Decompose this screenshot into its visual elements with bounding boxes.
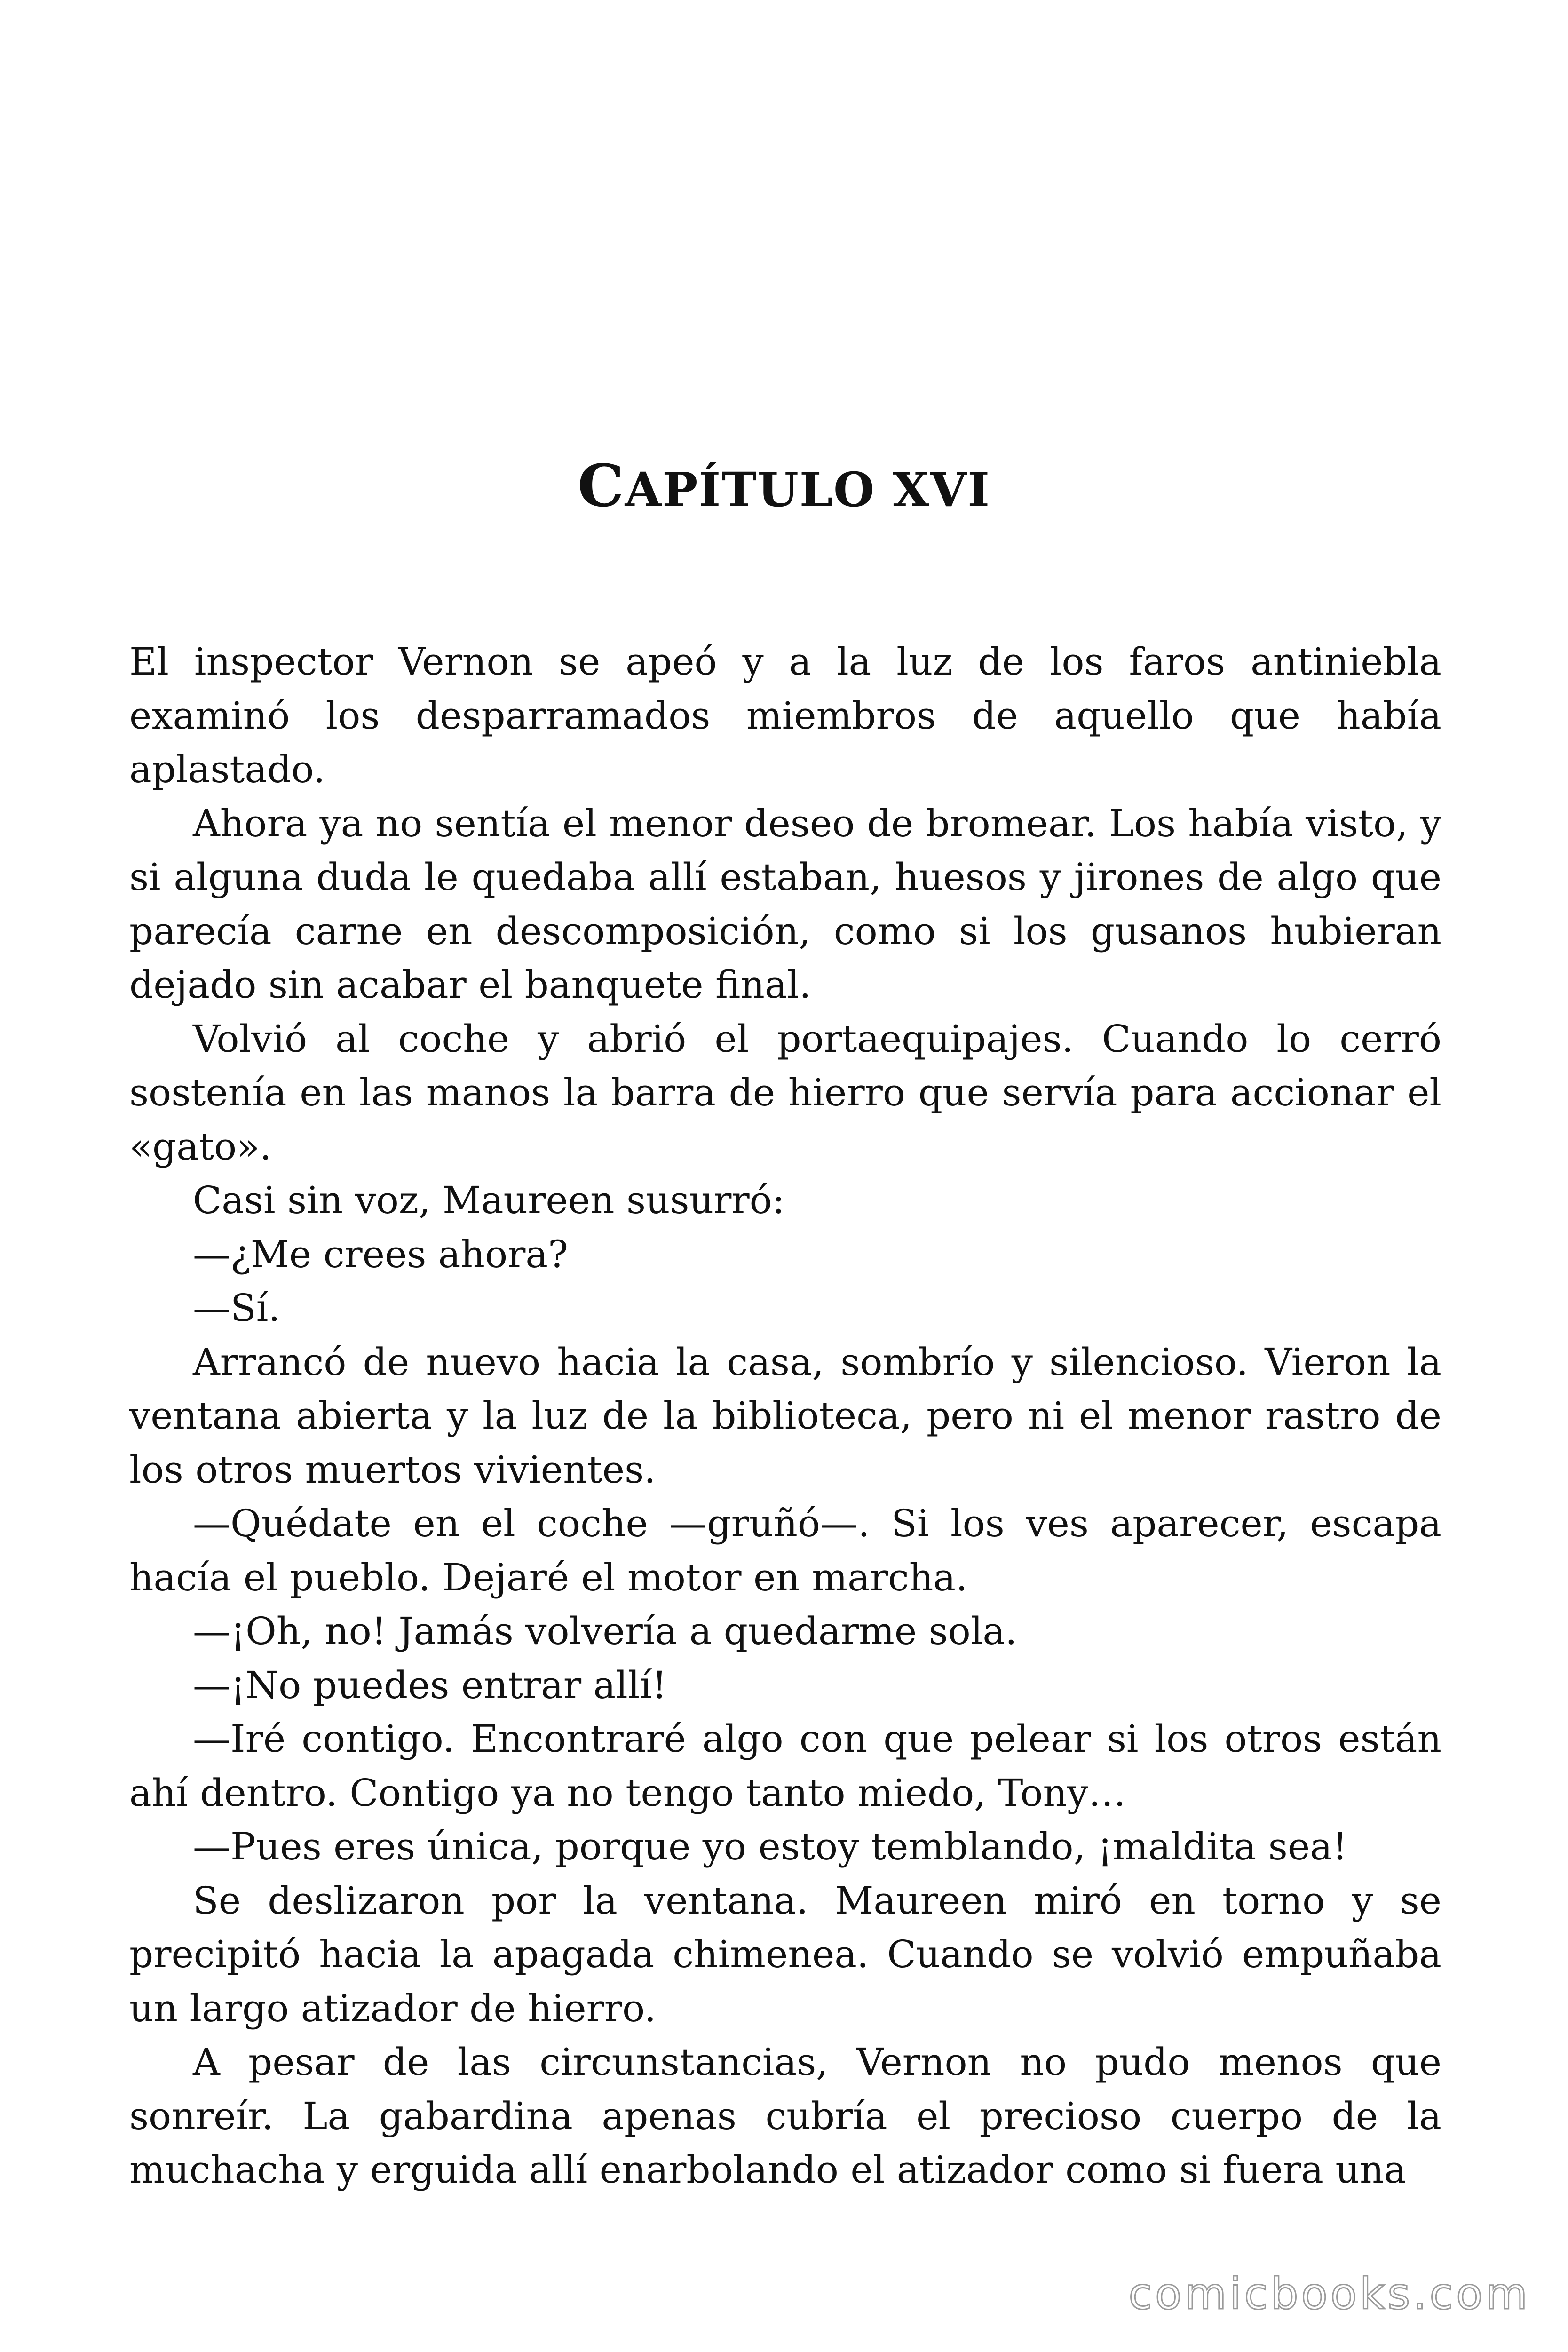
chapter-title-rest: APÍTULO XVI [625, 462, 991, 517]
paragraph: —¡No puedes entrar allí! [193, 1663, 667, 1707]
chapter-body [129, 635, 1441, 2197]
paragraph: A pesar de las circunstancias, Vernon no pudo menos que sonreír. La gabardina apenas cubría el precioso cuerpo de la muchacha y erguida allí enarbolando el atizador como si fuera una [129, 2040, 1441, 2192]
paragraph: Casi sin voz, Maureen susurró: [193, 1178, 785, 1222]
paragraph: Arrancó de nuevo hacia la casa, sombrío y silencioso. Vieron la ventana abierta y la luz de la biblioteca, pero ni el menor rastro de los otros muertos vivientes. [129, 1340, 1441, 1492]
paragraph: Se deslizaron por la ventana. Maureen miró en torno y se precipitó hacia la apagada chimenea. Cuando se volvió empuñaba un largo atizador de hierro. [129, 1878, 1441, 2030]
paragraph: —¡Oh, no! Jamás volvería a quedarme sola. [193, 1609, 1017, 1653]
paragraph: —Sí. [193, 1286, 280, 1330]
paragraph: El inspector Vernon se apeó y a la luz de los faros antiniebla examinó los desparramados miembros de aquello que había aplastado. [129, 640, 1441, 791]
paragraph: —Quédate en el coche —gruñó—. Si los ves aparecer, escapa hacía el pueblo. Dejaré el motor en marcha. [129, 1502, 1441, 1599]
chapter-title-initial: C [577, 452, 625, 520]
paragraph: Volvió al coche y abrió el portaequipajes. Cuando lo cerró sostenía en las manos la barra de hierro que servía para accionar el «gato». [129, 1017, 1441, 1168]
paragraph: —¿Me crees ahora? [193, 1232, 569, 1276]
chapter-title [0, 452, 1568, 522]
watermark: comicbooks.com [1128, 2269, 1530, 2319]
paragraph: —Iré contigo. Encontraré algo con que pelear si los otros están ahí dentro. Contigo ya no tengo tanto miedo, Tony… [129, 1717, 1441, 1815]
paragraph: Ahora ya no sentía el menor deseo de bromear. Los había visto, y si alguna duda le quedaba allí estaban, huesos y jirones de algo que parecía carne en descomposición, como si los gusanos hubieran dejado sin acabar el banquete final. [129, 801, 1441, 1007]
paragraph: —Pues eres única, porque yo estoy temblando, ¡maldita sea! [193, 1825, 1348, 1868]
